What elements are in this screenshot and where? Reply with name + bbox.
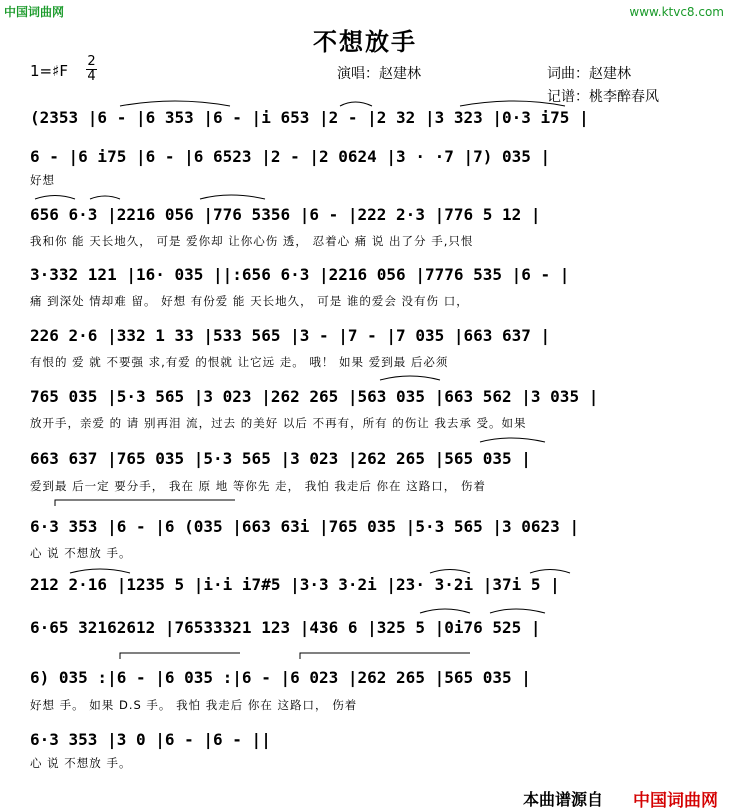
lyric-row-12: 心 说 不想放 手。 <box>30 756 132 770</box>
score-row-7: 663 637 |765 035 |5·3 565 |3 023 |262 265 |565 035 | <box>30 449 531 468</box>
key-signature: 1=♯F <box>30 62 68 80</box>
lyric-row-4: 痛 到深处 情却难 留。 好想 有份爱 能 天长地久， 可是 谁的爱会 没有伤 口， <box>30 294 469 308</box>
composer-credit: 词曲：赵建林 <box>547 66 631 82</box>
transcriber-credit: 记谱：桃李醉春风 <box>547 89 659 105</box>
lyric-row-6: 放开手，亲爱 的 请 别再泪 流，过去 的美好 以后 不再有，所有 的伤让 我去承 受。如果 <box>30 416 527 430</box>
time-signature-bottom: 4 <box>87 69 96 84</box>
score-row-9: 212 2·16 |1235 5 |i·i i7#5 |3·3 3·2i |23· 3·2i |37i 5 | <box>30 575 560 594</box>
score-row-8: 6·3 353 |6 - |6 (035 |663 63i |765 035 |5·3 565 |3 0623 | <box>30 517 580 536</box>
song-title: 不想放手 <box>313 27 417 56</box>
time-signature <box>86 56 97 83</box>
score-row-12: 6·3 353 |3 0 |6 - |6 - || <box>30 730 271 749</box>
score-row-3: 656 6·3 |2216 056 |776 5356 |6 - |222 2·3 |776 5 12 | <box>30 205 541 224</box>
score-row-10: 6·65 32162612 |76533321 123 |436 6 |325 5 |0i76 525 | <box>30 618 541 637</box>
score-row-6: 765 035 |5·3 565 |3 023 |262 265 |563 035 |663 562 |3 035 | <box>30 387 599 406</box>
score-row-1: (2353 |6 - |6 353 |6 - |i 653 |2 - |2 32 |3 323 |0·3 i75 | <box>30 108 589 127</box>
lyric-row-2: 好想 <box>30 173 55 187</box>
footer-site-link[interactable]: 中国词曲网 <box>633 791 718 811</box>
score-row-4: 3·332 121 |16· 035 ||:656 6·3 |2216 056 |7776 535 |6 - | <box>30 265 570 284</box>
time-signature-top: 2 <box>87 54 96 69</box>
watermark-right: www.ktvc8.com <box>629 5 724 19</box>
footer-source-label: 本曲谱源自 <box>523 790 604 809</box>
lyric-row-3: 我和你 能 天长地久， 可是 爱你却 让你心伤 透， 忍着心 痛 说 出了分 手,只恨 <box>30 234 474 248</box>
lyric-row-5: 有恨的 爱 就 不要强 求,有爱 的恨就 让它远 走。 哦！ 如果 爱到最 后必须 <box>30 355 449 369</box>
lyric-row-7: 爱到最 后一定 要分手， 我在 原 地 等你先 走， 我怕 我走后 你在 这路口， 伤着 <box>30 479 486 493</box>
score-row-2: 6 - |6 i75 |6 - |6 6523 |2 - |2 0624 |3 · ·7 |7) 035 | <box>30 147 551 166</box>
watermark-left: 中国词曲网 <box>4 5 65 19</box>
score-row-5: 226 2·6 |332 1 33 |533 565 |3 - |7 - |7 035 |663 637 | <box>30 326 551 345</box>
singer-credit: 演唱：赵建林 <box>337 66 421 82</box>
lyric-row-11: 好想 手。 如果 D.S 手。 我怕 我走后 你在 这路口， 伤着 <box>30 698 358 712</box>
lyric-row-8: 心 说 不想放 手。 <box>30 546 132 560</box>
score-row-11: 6) 035 :|6 - |6 035 :|6 - |6 023 |262 265 |565 035 | <box>30 668 531 687</box>
